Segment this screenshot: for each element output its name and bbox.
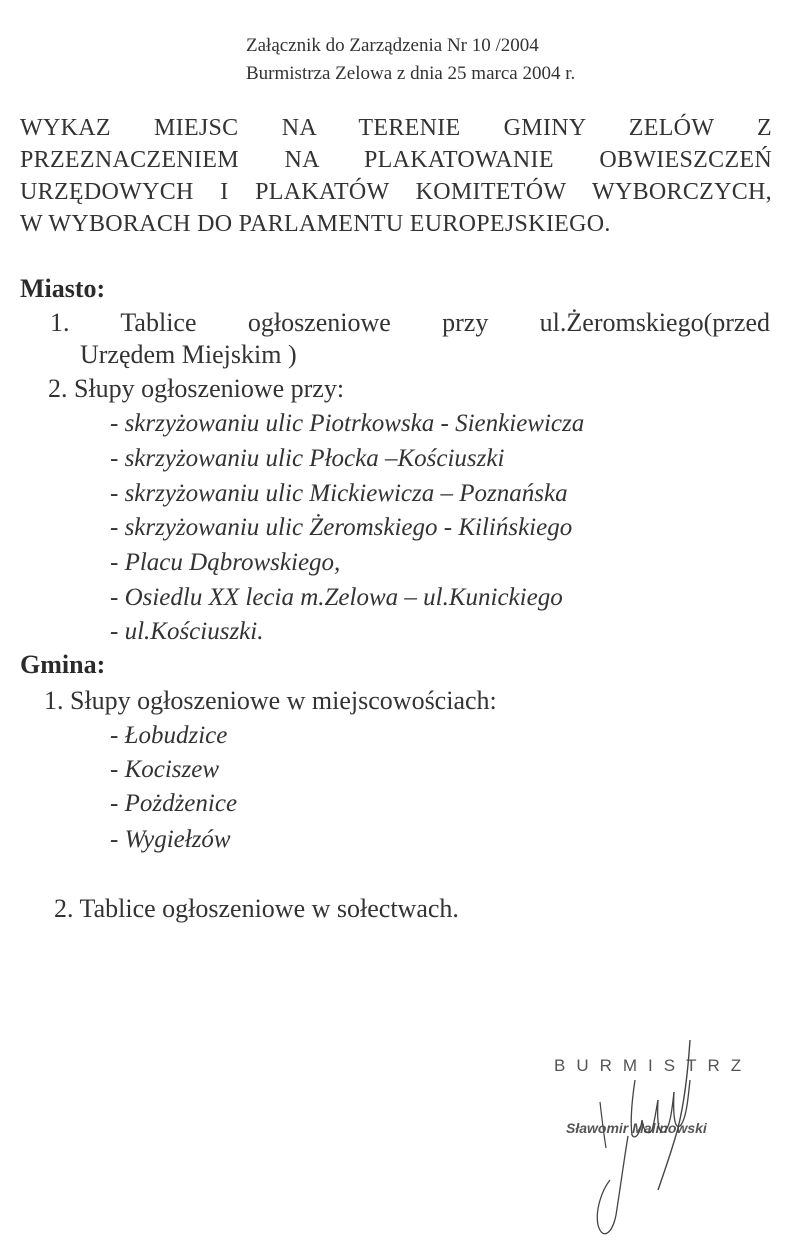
location-item: - Osiedlu XX lecia m.Zelowa – ul.Kunickiego: [110, 584, 563, 611]
heading-line-3: URZĘDOWYCH I PLAKATÓW KOMITETÓW WYBORCZYCH,: [20, 179, 772, 205]
gmina-item-2: 2. Tablice ogłoszeniowe w sołectwach.: [54, 894, 459, 923]
signature-stamp-name: Sławomir Malinowski: [566, 1120, 707, 1136]
miasto-item-1-line-1: 1. Tablice ogłoszeniowe przy ul.Żeromskiego(przed: [50, 308, 770, 337]
location-item: - skrzyżowaniu ulic Mickiewicza – Poznańska: [110, 480, 568, 507]
miasto-item-2: 2. Słupy ogłoszeniowe przy:: [48, 374, 345, 403]
village-item: - Łobudzice: [110, 722, 228, 749]
annex-header: [246, 32, 575, 88]
gmina-item-1: 1. Słupy ogłoszeniowe w miejscowościach:: [44, 686, 497, 715]
section-title-miasto: Miasto:: [20, 274, 106, 303]
heading-line-2: PRZEZNACZENIEM NA PLAKATOWANIE OBWIESZCZEŃ: [20, 147, 772, 173]
annex-line-1: Załącznik do Zarządzenia Nr 10 /2004: [246, 35, 539, 56]
signature-block: [540, 1040, 800, 1250]
village-item: - Wygiełzów: [110, 826, 231, 853]
location-item: - skrzyżowaniu ulic Płocka –Kościuszki: [110, 445, 505, 472]
section-title-gmina: Gmina:: [20, 650, 106, 679]
signature-stamp-title: BURMISTRZ: [554, 1056, 753, 1075]
heading-line-4: W WYBORACH DO PARLAMENTU EUROPEJSKIEGO.: [20, 211, 611, 237]
handwritten-signature: [540, 1040, 800, 1250]
location-item: - skrzyżowaniu ulic Żeromskiego - Kilińskiego: [110, 514, 573, 541]
village-item: - Pożdżenice: [110, 790, 238, 817]
document-heading: [20, 112, 772, 240]
annex-line-2: Burmistrza Zelowa z dnia 25 marca 2004 r.: [246, 63, 576, 84]
heading-line-1: WYKAZ MIEJSC NA TERENIE GMINY ZELÓW Z: [20, 115, 772, 141]
location-item: - ul.Kościuszki.: [110, 618, 264, 645]
miasto-item-1-line-2: Urzędem Miejskim ): [80, 340, 297, 369]
location-item: - Placu Dąbrowskiego,: [110, 549, 341, 576]
village-item: - Kociszew: [110, 756, 220, 783]
location-item: - skrzyżowaniu ulic Piotrkowska - Sienkiewicza: [110, 410, 585, 437]
